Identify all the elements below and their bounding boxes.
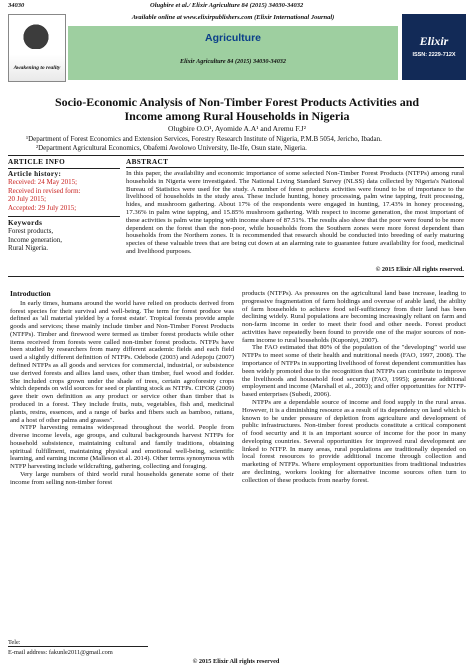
- body-right-column: [242, 290, 466, 485]
- body-rule: [8, 276, 464, 277]
- hand-globe-icon: [15, 19, 57, 49]
- paper-title-line1: Socio-Economic Analysis of Non-Timber Forest Products Activities and: [54, 95, 420, 109]
- abstract-text: In this paper, the availability and economic importance of some selected Non-Timber Forest Products (NTFPs) among rural households in Nigeria were investigated. The National Living Standard Survey (NLSS) data collected by Nigeria's National Bureau of Statistics were used for the study. A number of forest products activities were found to be of importance to the livelihood of households in the study area. These include hunting, honey processing, palm wine tapping, fruit processing, hides, and mushroom gathering. About 17% of the respondents were engaged in hunting, 17.43% in honey processing, 17.36% in palm wine tapping, and 15.85% mushroom gathering. With respect to income generation, the most important of these activities is palm wine tapping with income share of 87.51%. The results also show that the poor were found to be more dependent on the forest than the non-poor, while households from the Southern zones were more forest dependent than households from the Northern zones. It is recommended that research should be conducted into breeding of early maturing species of these valuable trees that are being cut down at an alarming rate to guarantee future availability for food, medicinal and livelihood purposes.: [126, 170, 464, 255]
- journal-banner: [68, 14, 398, 80]
- page-number: 34030: [8, 2, 25, 9]
- received-date: Received: 24 May 2015;: [8, 178, 78, 187]
- introduction-heading: Introduction: [10, 289, 51, 298]
- body-paragraph: Very large numbers of third world rural households generate some of their income from selling non-timber forest: [10, 470, 234, 486]
- paper-title: [20, 95, 454, 123]
- body-paragraph: NTFPs are a dependable source of income and food supply in the rural areas. However, it is a diminishing resource as a result of its dependency on land which is known to be under pressure of depletion from agriculture and development of public infrastructures. Non-timber forest products constitute a critical component of food security and it is an important source of income for the poor in many developing countries. Several opportunities for improved rural development are linked to NTFP. In many areas, rural populations are traditionally depended on local forest resources to provide additional income through collection and marketing of NTFPs. Where employment opportunities from traditional industries are declining, workers looking for alternative income sources often turn to collection of these products from nearby forest.: [242, 398, 466, 484]
- affiliation-2: ²Department Agricultural Economics, Obafemi Awolowo University, Ile-Ife, Osun state, Nigeria.: [36, 143, 307, 152]
- revised-date: 20 July 2015;: [8, 195, 47, 204]
- logo-caption: Awakening to reality: [13, 65, 61, 71]
- paper-authors: Olugbire O.O¹, Ayomide A.A¹ and Aremu F.J²: [168, 124, 306, 133]
- footer-tele: Tele:: [8, 639, 21, 646]
- journal-section: Agriculture: [204, 32, 261, 44]
- abstract-copyright: © 2015 Elixir All rights reserved.: [375, 266, 464, 273]
- issn-code: ISSN: 2229-712X: [412, 52, 456, 58]
- footer-copyright: © 2015 Elixir All rights reserved: [192, 658, 280, 665]
- keywords-heading: Keywords: [8, 219, 43, 228]
- affiliation-1: ¹Department of Forest Economics and Extension Services, Forestry Research Institute of Nigeria, P.M.B 5054, Jericho, Ibadan.: [26, 135, 382, 143]
- top-rule: [8, 155, 464, 156]
- publisher-logo: [8, 14, 66, 82]
- brand-name: Elixir: [419, 34, 449, 48]
- revised-label: Received in revised form:: [8, 186, 81, 195]
- abstract-rule: [126, 167, 464, 168]
- accepted-date: Accepted: 29 July 2015;: [8, 203, 77, 212]
- article-info-heading: ARTICLE INFO: [8, 158, 66, 166]
- abstract-heading: ABSTRACT: [126, 158, 169, 166]
- keyword-3: Rural Nigeria.: [8, 244, 49, 253]
- body-paragraph: In early times, humans around the world have relied on products derived from forest species for their survival and well-being. The term for forest produce was defined as 'all material yielded by a forest estate'. Tropical forests provide ample goods and services; these mainly include timber and Non-Timber Forest Products (NTFPs). Timber and firewood were termed as timber forest products while other items received from forests were called non-timber forest products. NTFPs have been studied by researchers from many different academic fields and each field used a slightly different definition of NTFPs. Odebode (2003) and Adepoju (2007) defined NTFPs as all goods and services for commercial, industrial, or subsistence use derived forests and allies land uses, other than timber, fuel wood and fodder. She included crops grown under the shade of trees, certain agroforestry crops which depends on wild sources for seed or planting stock as NTFPs. CIFOR (2009) gave their own definition as any product or service other than timber that is produced in a forest. They include fruits, nuts, vegetables, fish and, medicinal plants, resins, essences, and a range of barks and fibers such as bamboo, rattans, and a host of other palms and grasses".: [10, 299, 234, 424]
- article-history-heading: Article history:: [8, 170, 62, 178]
- article-info-box: [8, 158, 120, 253]
- journal-issue: Elixir Agriculture 84 (2015) 34030-34032: [180, 58, 286, 65]
- footer-email: E-mail address: fakunle2011@gmail.com: [8, 649, 113, 656]
- affiliations: [26, 135, 456, 152]
- body-left-column: [10, 290, 234, 487]
- available-online-text: Available online at www.elixirpublishers.com (Elixir International Journal): [131, 14, 335, 21]
- footer-rule: [8, 646, 148, 647]
- paper-title-line2: Income among Rural Households in Nigeria: [124, 109, 350, 123]
- body-paragraph: The FAO estimated that 80% of the population of the "developing" world use NTFPs to meet some of their health and nutritional needs (FAO, 1997, 2008). The importance of NTFPs in supporting livelihood of forest dependent communities has been widely promoted due to the recognition that NTFPs can contribute to improve the livelihoods and household food security (FAO, 1995); generate additional employment and income (Marshall et al., 2003); and offer opportunities for NTFP-based enterprises (Subedi, 2006).: [242, 344, 466, 399]
- keyword-2: Income generation,: [8, 235, 63, 244]
- running-citation: Olugbire et al./ Elixir Agriculture 84 (2015) 34030-34032: [150, 2, 304, 9]
- body-paragraph: NTFP harvesting remains widespread throughout the world. People from diverse income levels, age groups, and cultural backgrounds harvest NTFPs for household subsistence, maintaining cultural and family traditions, obtaining spiritual fulfillment, maintaining physical and emotional well-being, scientific learning, and earning income (Malleson et al. 2014). Other terms synonymous with NTFP harvesting include wildcrafting, gathering, collecting and foraging.: [10, 424, 234, 471]
- elixir-brand-box: [402, 14, 466, 80]
- body-paragraph: products (NTFPs). As pressures on the agricultural land base increase, leading to progressive fragmentation of farm holdings and overuse of arable land, the ability of farm households to achieve food self-sufficiency from their land has been declining widely. Rural populations are becoming increasingly reliant on farm and non-farm income in order to meet their food and other needs. Forest product activities have repeatedly been found to provide one of the major sources of non-farm income to rural households (Kuponiyi, 2007).: [242, 290, 466, 344]
- keyword-1: Forest products,: [8, 227, 54, 236]
